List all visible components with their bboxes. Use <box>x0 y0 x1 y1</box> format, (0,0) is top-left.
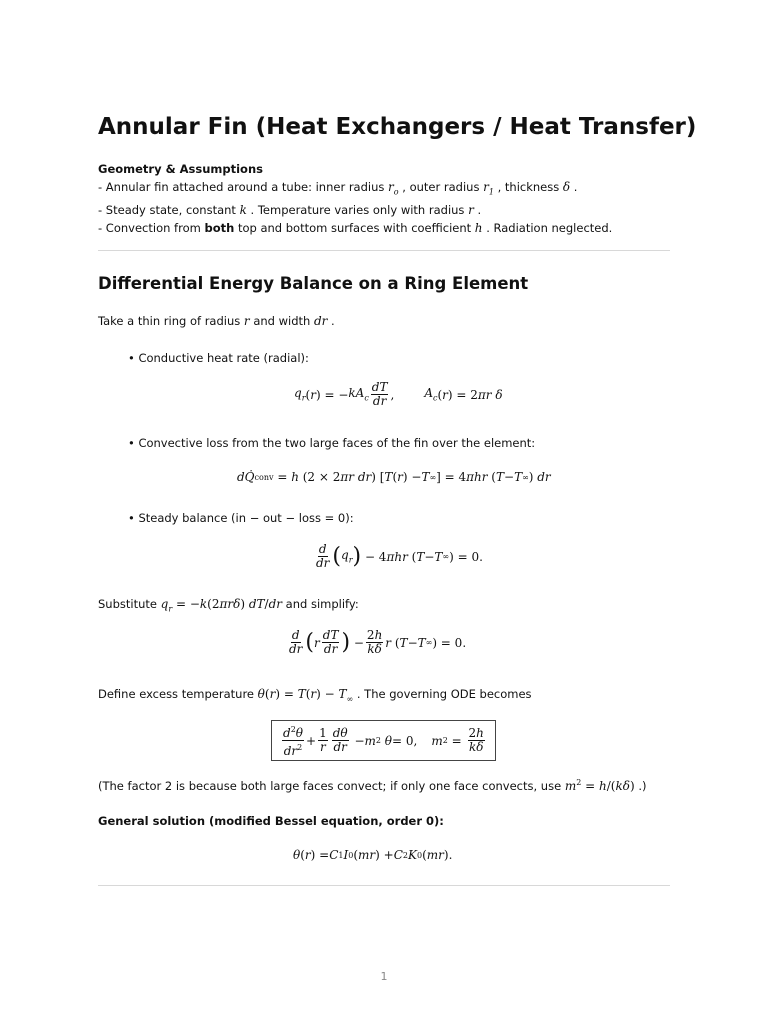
define-line: Define excess temperature $\theta(r) = T(r) - T_\infty$ . The governing ODE becomes <box>98 687 532 704</box>
equation-convection: dQ̇ conv = h (2 × 2 πr dr ) [ T ( r ) − T ∞ ] = 4 πhr ( T − T ∞ ) dr <box>237 470 551 484</box>
math-r: r <box>468 203 474 218</box>
page-title: Annular Fin (Heat Exchangers / Heat Transfer) <box>98 114 697 140</box>
math-h: h <box>474 221 483 236</box>
divider-bottom <box>98 885 670 886</box>
equation-general-solution: θ ( r ) = C 1 I 0 ( mr ) + C 2 K 0 ( mr ). <box>293 848 453 862</box>
math-delta: δ <box>562 180 571 194</box>
equation-balance: $\frac{d}{dr}$ ( $q_r$ ) − 4 πhr ( T − T ∞ ) = 0. <box>316 542 483 570</box>
ring-intro: Take a thin ring of radius r and width dr . <box>98 314 335 328</box>
math-r-o: $r_o$ <box>388 180 399 197</box>
geometry-line-1: - Annular fin attached around a tube: inner radius $r_o$ , outer radius $r_1$ , thickness δ . <box>98 180 578 197</box>
geometry-section <box>98 160 670 237</box>
geometry-line-2: - Steady state, constant k . Temperature varies only with radius r . <box>98 203 482 218</box>
equation-governing-ode: $\frac{d^2\theta}{dr^2}$ + $\frac{1}{r}$ $\frac{d\theta}{dr}$ − m 2 θ = 0, m 2 = $\frac{2h}{k\delta}$ <box>271 720 496 761</box>
bullet-convective: • Convective loss from the two large faces of the fin over the element: <box>128 436 536 450</box>
section-heading: Differential Energy Balance on a Ring Element <box>98 274 529 293</box>
geometry-heading: Geometry & Assumptions <box>98 162 263 176</box>
math-k: k <box>239 203 247 218</box>
substitute-line: Substitute $q_r = -k(2\pi r\delta)$ dT/dr and simplify: <box>98 597 359 614</box>
equation-conduction: $q_r$ ( r ) = − $kA_c$ $\frac{dT}{dr}$ , $A_c$ ( r ) = 2 πr δ <box>294 380 503 408</box>
math-r-1: $r_1$ <box>483 180 494 197</box>
factor-note: (The factor 2 is because both large faces convect; if only one face convects, use $m^2 = h/(k\delta)$ .) <box>98 778 647 793</box>
bullet-conductive: • Conductive heat rate (radial): <box>128 351 309 365</box>
equation-simplified: $\frac{d}{dr}$ ( r $\frac{dT}{dr}$ ) − $\frac{2h}{k\delta}$ r ( T − T ∞ ) = 0. <box>289 628 467 656</box>
general-solution-heading: General solution (modified Bessel equation, order 0): <box>98 814 444 828</box>
divider <box>98 250 670 251</box>
bullet-balance: • Steady balance (in − out − loss = 0): <box>128 511 354 525</box>
geometry-line-3: - Convection from both top and bottom surfaces with coefficient h . Radiation neglected. <box>98 221 613 236</box>
page-number: 1 <box>380 970 388 983</box>
